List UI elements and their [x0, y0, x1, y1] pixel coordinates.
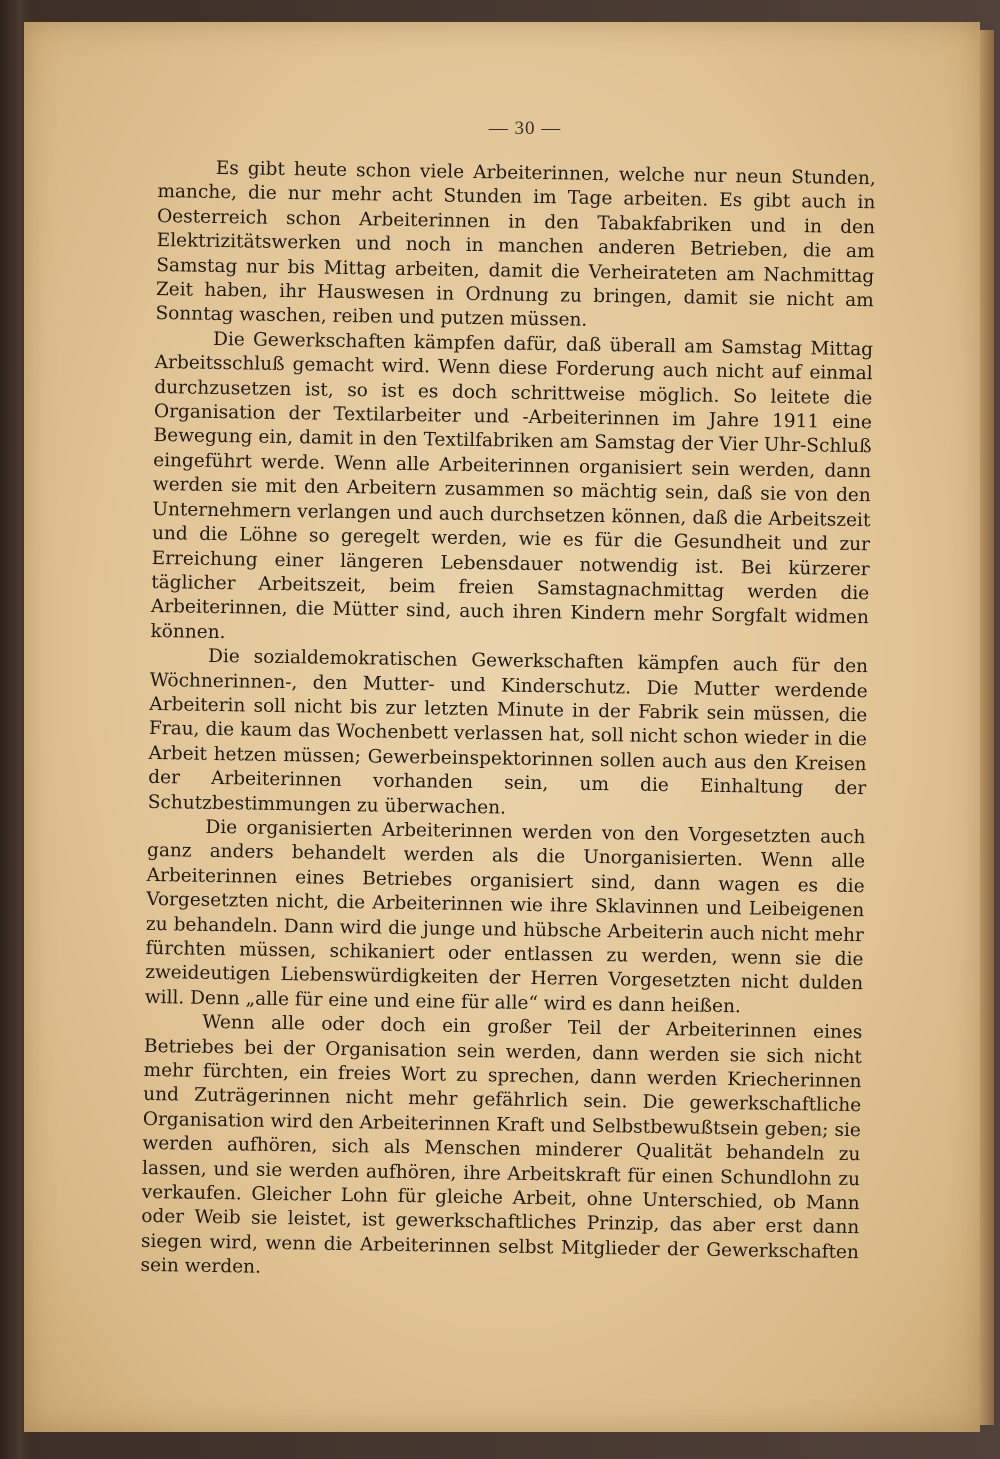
body-text — [140, 156, 876, 1290]
paragraph-treatment-by-superiors: Die organisierten Arbeiterinnen werden von den Vorgesetzten auch ganz anders behandelt werden als die Unorganisierten. Wenn alle Arbeiterinnen eines Betriebes organisiert sind, dann wagen es die Vorgesetzten nicht, die Arbeiterinnen wie ihre Sklavinnen und Leibeigenen zu behandeln. Dann wird die junge und hübsche Arbeiterin auch nicht mehr fürchten müssen, schikaniert oder entlassen zu werden, wenn sie die zweideutigen Liebenswürdigkeiten der Herren Vorgesetzten nicht dulden will. Denn „alle für eine und eine für alle“ wird es dann heißen. — [144, 816, 866, 1018]
paragraph-maternity-protection: Die sozialdemokratischen Gewerkschaften kämpfen auch für den Wöchnerinnen-, den Mutter- und Kinderschutz. Die Mutter werdende Arbeiterin soll nicht bis zur letzten Minute in der Fabrik sein müssen, die Frau, die kaum das Wochenbett verlassen hat, soll nicht schon wieder in die Arbeit hetzen müssen; Gewerbeinspektorinnen sollen auch aus den Kreisen der Arbeiterinnen vorhanden sein, um die Einhaltung der Schutzbestimmungen zu überwachen. — [147, 645, 869, 819]
page-number: — 30 — — [488, 118, 562, 139]
paragraph-working-hours: Es gibt heute schon viele Arbeiterinnen, welche nur neun Stunden, manche, die nur mehr acht Stunden im Tage arbeiten. Es gibt auch in Oesterreich schon Arbeiterinnen in den Tabakfabriken und in den Elektrizitätswerken und noch in manchen anderen Betrieben, die am Samstag nur bis Mittag arbeiten, damit die Verheirateten am Nachmittag Zeit haben, ihr Hauswesen in Ordnung zu bringen, damit sie nicht am Sonntag waschen, reiben und putzen müssen. — [155, 157, 876, 332]
paragraph-equal-pay: Wenn alle oder doch ein großer Teil der Arbeiterinnen eines Betriebes bei der Organisation sein werden, dann werden sie sich nicht mehr fürchten, ein freies Wort zu sprechen, dann werden Kriecherinnen und Zuträgerinnen nicht mehr gefährlich sein. Die gewerkschaftliche Organisation wird den Arbeiterinnen Kraft und Selbstbewußtsein geben; sie werden aufhören, sich als Menschen minderer Qualität behandeln zu lassen, und sie werden aufhören, ihre Arbeitskraft für einen Schundlohn zu verkaufen. Gleicher Lohn für gleiche Arbeit, ohne Unterschied, ob Mann oder Weib sie leistet, ist gewerkschaftliches Prinzip, das aber erst dann siegen wird, wenn die Arbeiterinnen selbst Mitglieder der Gewerkschaften sein werden. — [140, 1012, 863, 1279]
paragraph-saturday-closing: Die Gewerkschaften kämpfen dafür, daß überall am Samstag Mittag Arbeitsschluß gemacht wird. Wenn diese Forderung auch nicht auf einmal durchzusetzen ist, so ist es doch schrittweise möglich. So leitete die Organisation der Textilarbeiter und -Arbeiterinnen im Jahre 1911 eine Bewegung ein, damit in den Textilfabriken am Samstag der Vier Uhr-Schluß eingeführt werde. Wenn alle Arbeiterinnen organisiert sein werden, dann werden sie mit den Arbeitern zusammen so mächtig sein, daß sie von den Unternehmern verlangen und auch durchsetzen können, daß die Arbeitszeit und die Löhne so geregelt werden, wie es für die Gesundheit und zur Erreichung einer längeren Lebensdauer notwendig ist. Bei kürzerer täglicher Arbeitszeit, beim freien Samstagnachmittag werden die Arbeiterinnen, die Mütter sind, auch ihren Kindern mehr Sorgfalt widmen können. — [150, 328, 874, 643]
